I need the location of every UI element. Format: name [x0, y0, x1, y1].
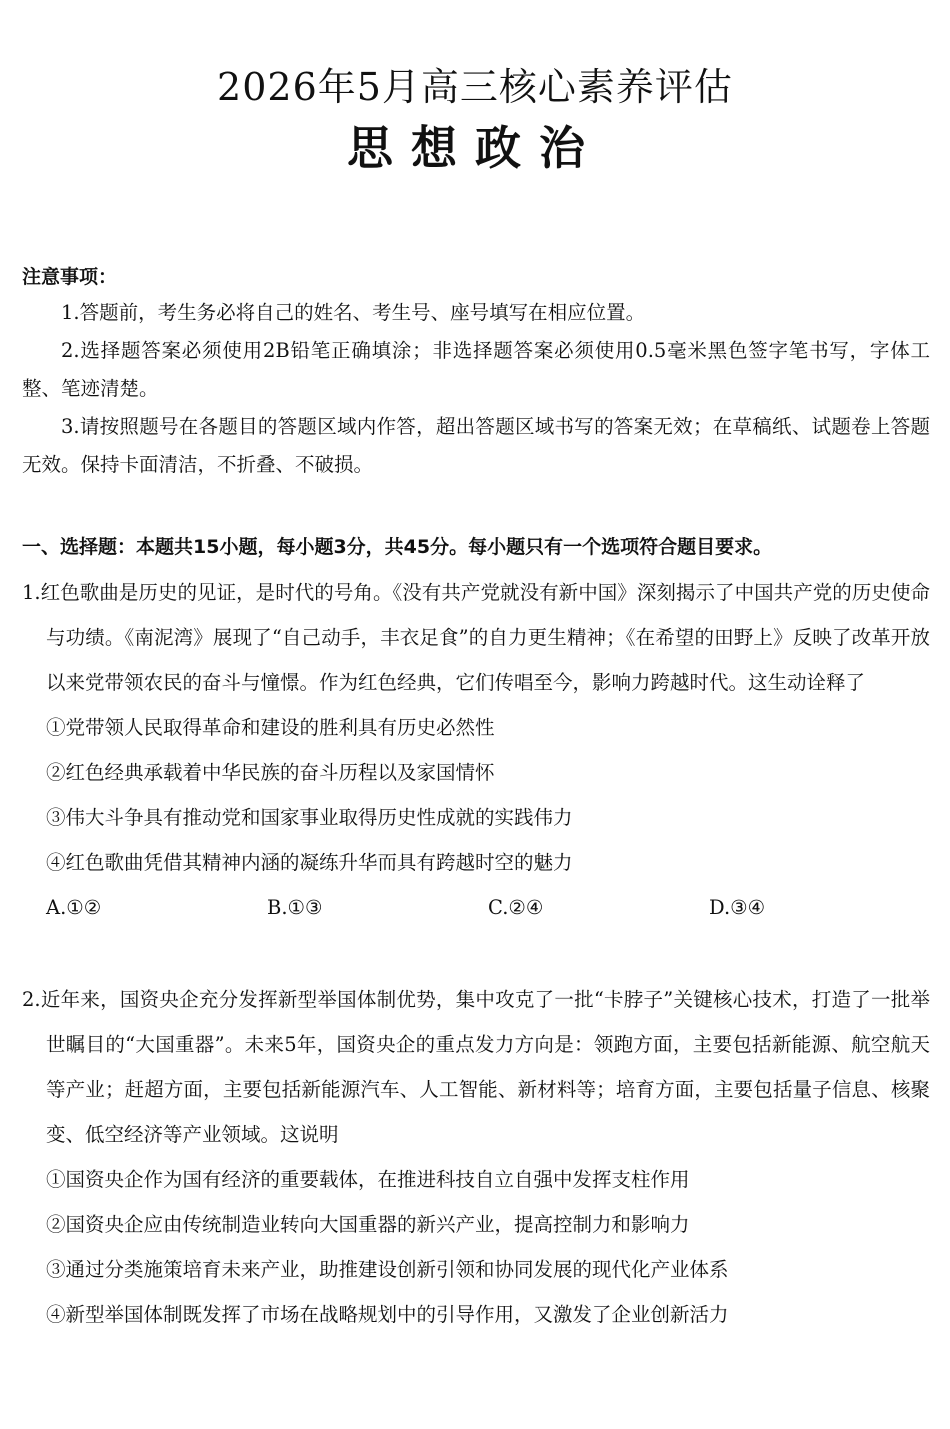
question-statement: ②红色经典承载着中华民族的奋斗历程以及家国情怀	[46, 761, 495, 784]
answer-choice-b: B.①③	[267, 896, 323, 919]
subject-title: 思想政治	[347, 121, 603, 175]
notes-list	[22, 294, 930, 484]
question-statement: ②国资央企应由传统制造业转向大国重器的新兴产业，提高控制力和影响力	[46, 1213, 690, 1236]
question-statement: ④红色歌曲凭借其精神内涵的凝练升华而具有跨越时空的魅力	[46, 851, 573, 874]
question-statement: ③通过分类施策培育未来产业，助推建设创新引领和协同发展的现代化产业体系	[46, 1258, 729, 1281]
question-stem: 1.红色歌曲是历史的见证，是时代的号角。《没有共产党就没有新中国》深刻揭示了中国共产党的历史使命与功绩。《南泥湾》展现了“自己动手，丰衣足食”的自力更生精神；《在希望的田野上》反映了改革开放以来党带领农民的奋斗与憧憬。作为红色经典，它们传唱至今，影响力跨越时代。这生动诠释了	[22, 581, 930, 694]
question-statement: ③伟大斗争具有推动党和国家事业取得历史性成就的实践伟力	[46, 806, 573, 829]
question-1	[22, 570, 930, 930]
answer-choices	[22, 885, 930, 930]
question-2	[22, 977, 930, 1337]
question-stem: 2.近年来，国资央企充分发挥新型举国体制优势，集中攻克了一批“卡脖子”关键核心技术，打造了一批举世瞩目的“大国重器”。未来5年，国资央企的重点发力方向是：领跑方面，主要包括新能源、航空航天等产业；赶超方面，主要包括新能源汽车、人工智能、新材料等；培育方面，主要包括量子信息、核聚变、低空经济等产业领域。这说明	[22, 988, 930, 1146]
exam-title: 2026年5月高三核心素养评估	[217, 65, 733, 109]
question-statement: ①国资央企作为国有经济的重要载体，在推进科技自立自强中发挥支柱作用	[46, 1168, 690, 1191]
note-item: 2.选择题答案必须使用2B铅笔正确填涂；非选择题答案必须使用0.5毫米黑色签字笔书写，字体工整、笔迹清楚。	[22, 339, 930, 400]
note-item: 3.请按照题号在各题目的答题区域内作答，超出答题区域书写的答案无效；在草稿纸、试题卷上答题无效。保持卡面清洁，不折叠、不破损。	[22, 415, 930, 476]
answer-choice-c: C.②④	[488, 896, 544, 919]
question-statement: ④新型举国体制既发挥了市场在战略规划中的引导作用，又激发了企业创新活力	[46, 1303, 729, 1326]
question-statement: ①党带领人民取得革命和建设的胜利具有历史必然性	[46, 716, 495, 739]
answer-choice-d: D.③④	[709, 896, 766, 919]
section-heading: 一、选择题：本题共15小题，每小题3分，共45分。每小题只有一个选项符合题目要求。	[22, 536, 773, 558]
notes-heading: 注意事项：	[22, 266, 118, 288]
answer-choice-a: A.①②	[46, 896, 102, 919]
note-item: 1.答题前，考生务必将自己的姓名、考生号、座号填写在相应位置。	[61, 301, 646, 324]
